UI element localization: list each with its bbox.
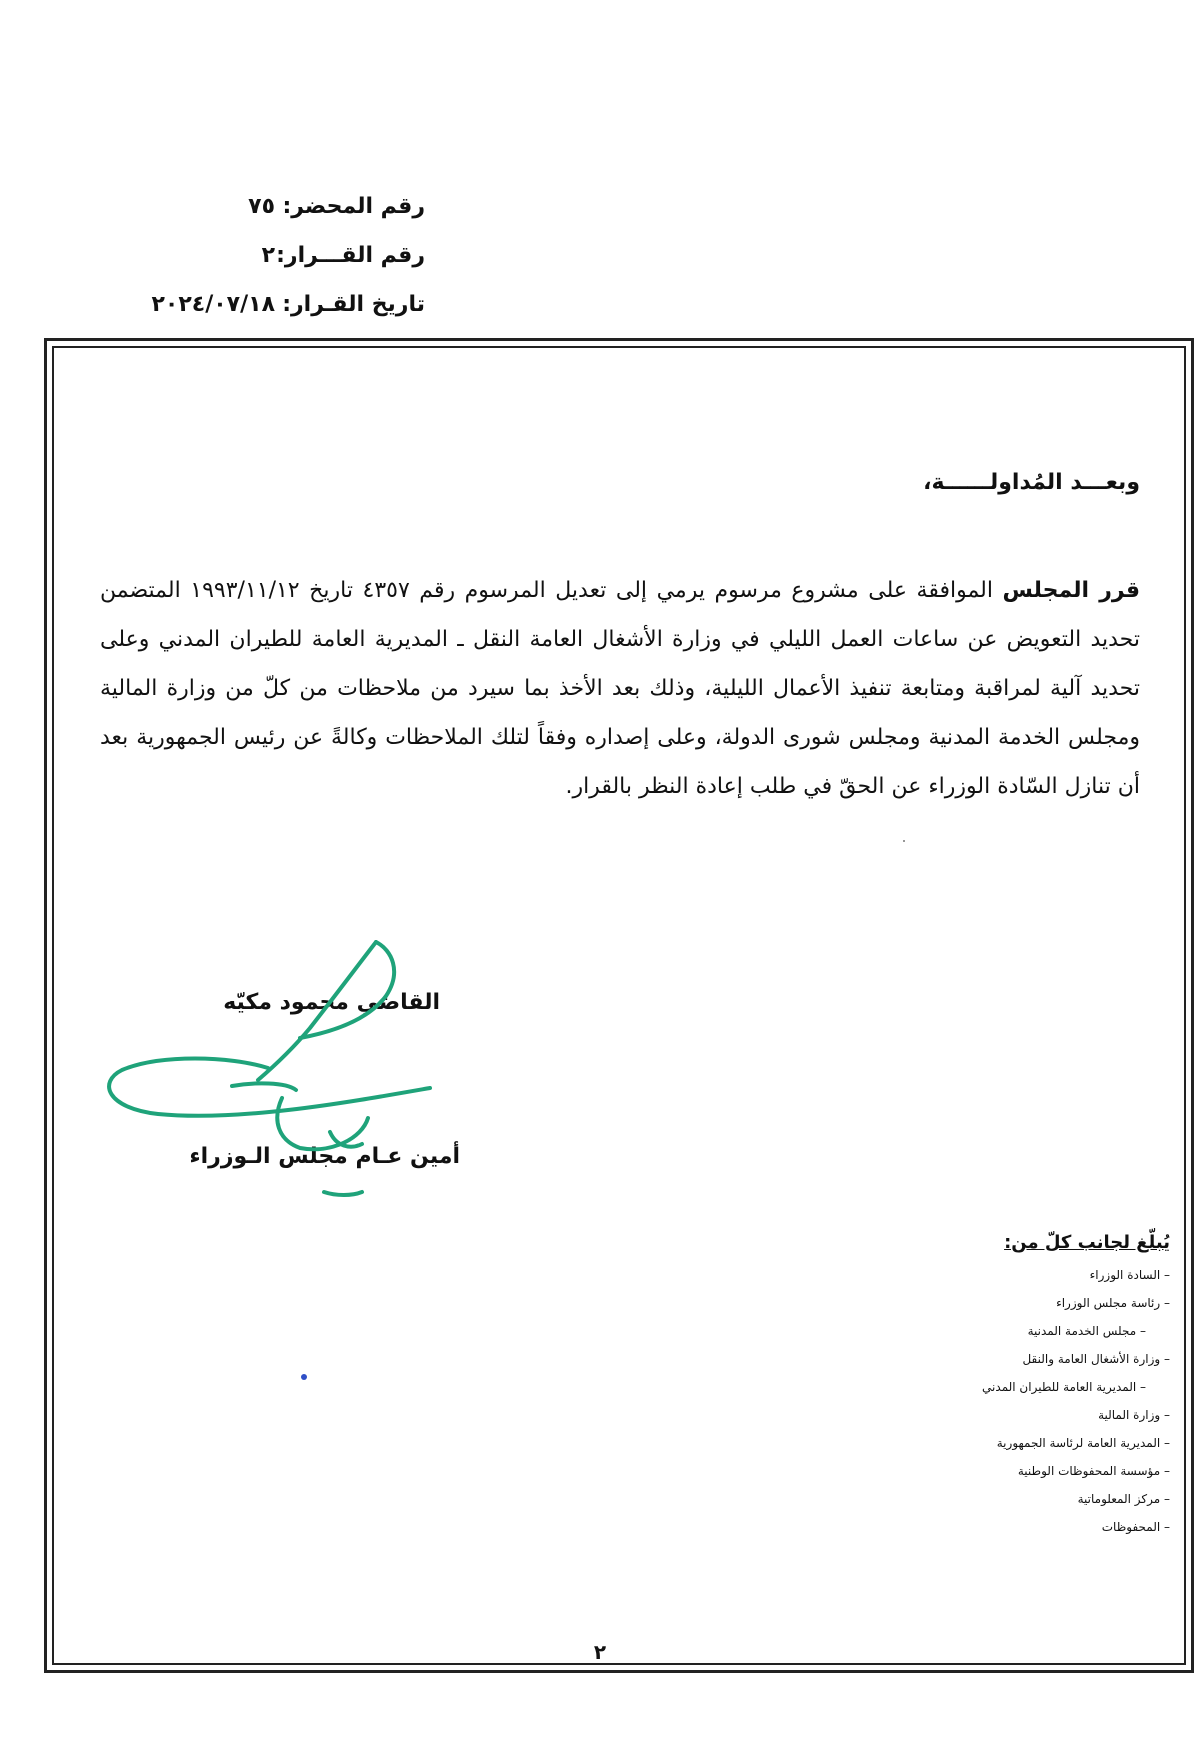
list-item: – المديرية العامة للطيران المدني — [982, 1380, 1146, 1394]
minutes-number-label: رقم المحضر: — [282, 194, 425, 219]
signature-block — [100, 940, 480, 1210]
handwritten-signature — [100, 940, 480, 1210]
list-item: – وزارة الأشغال العامة والنقل — [1022, 1352, 1170, 1366]
signer-name: القاضي محمود مكيّه — [223, 990, 440, 1015]
decision-header — [85, 182, 425, 329]
decision-number-value: ٢ — [261, 243, 275, 268]
distribution-title: يُبلّغ لجانب كلّ من: — [1004, 1232, 1170, 1253]
distribution-list — [870, 1261, 1170, 1541]
ink-dot — [301, 1374, 307, 1380]
decision-date-label: تاريخ القـرار: — [282, 292, 425, 317]
decision-number-label: رقم القـــرار: — [276, 243, 425, 268]
decision-date-value: ٢٠٢٤/٠٧/١٨ — [151, 292, 275, 317]
decision-number-row — [85, 231, 425, 280]
list-item: – وزارة المالية — [1098, 1408, 1170, 1422]
decision-paragraph — [100, 566, 1140, 811]
list-item: – مؤسسة المحفوظات الوطنية — [1017, 1464, 1170, 1478]
minutes-number-row — [85, 182, 425, 231]
list-item: – رئاسة مجلس الوزراء — [1056, 1296, 1170, 1310]
list-item: – مجلس الخدمة المدنية — [1027, 1324, 1146, 1338]
page-number: ٢ — [593, 1640, 607, 1664]
distribution-block — [870, 1232, 1170, 1541]
after-deliberation-heading: وبعـــد المُداولــــــة، — [923, 470, 1140, 495]
scan-speck — [903, 840, 905, 842]
list-item: – المحفوظات — [1101, 1520, 1170, 1534]
list-item: – مركز المعلوماتية — [1077, 1492, 1170, 1506]
decision-text: الموافقة على مشروع مرسوم يرمي إلى تعديل المرسوم رقم ٤٣٥٧ تاريخ ١٩٩٣/١١/١٢ المتضمن تحديد التعويض عن ساعات العمل الليلي في وزارة الأشغال العامة النقل ـ المديرية العامة للطيران المدني وعلى تحديد آلية لمراقبة ومتابعة تنفيذ الأعمال الليلية، وذلك بعد الأخذ بما سيرد من ملاحظات من كلّ من وزارة المالية ومجلس الخدمة المدنية ومجلس شورى الدولة، وعلى إصداره وفقاً لتلك الملاحظات وكالةً عن رئيس الجمهورية بعد أن تنازل السّادة الوزراء عن الحقّ في طلب إعادة النظر بالقرار. — [100, 578, 1140, 799]
list-item: – السادة الوزراء — [1089, 1268, 1170, 1282]
council-decided-label: قرر المجلس — [1002, 578, 1140, 603]
list-item: – المديرية العامة لرئاسة الجمهورية — [996, 1436, 1170, 1450]
signer-title: أمين عـام مجلس الـوزراء — [189, 1144, 460, 1169]
decision-date-row — [85, 280, 425, 329]
minutes-number-value: ٧٥ — [248, 194, 275, 219]
